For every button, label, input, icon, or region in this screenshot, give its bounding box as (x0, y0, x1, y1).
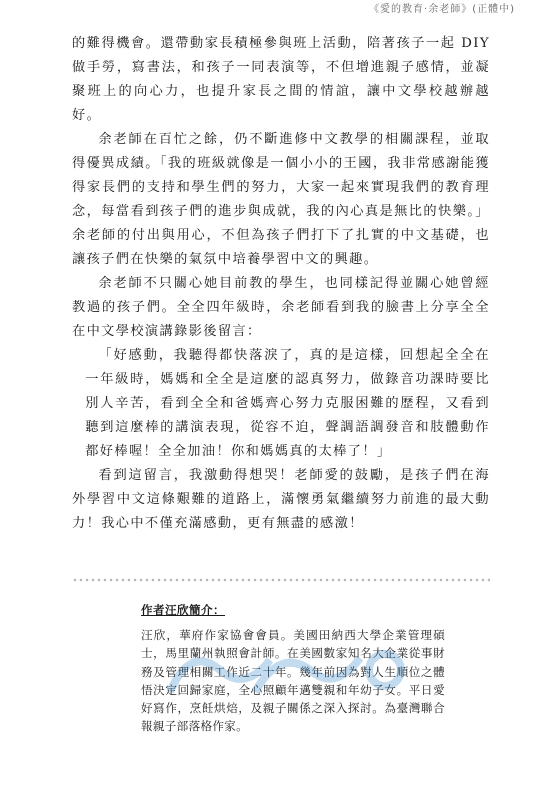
paragraph-2: 余老師在百忙之餘，仍不斷進修中文教學的相關課程，並取得優異成績。「我的班級就像是一個小小的王國，我非常感謝能獲得家長們的支持和學生們的努力，大家一起來實現我們的教育理念，每當看到孩子們的進步與成就，我的內心真是無比的快樂。」余老師的付出與用心，不但為孩子們打下了扎實的中文基礎，也讓孩子們在快樂的氣氛中培養學習中文的興趣。 (72, 132, 490, 267)
author-bio-text: 汪欣，華府作家協會會員。美國田納西大學企業管理碩士，馬里蘭州執照會計師。在美國數家知名大企業從事財務及管理相關工作近二十年。幾年前因為對人生順位之體悟決定回歸家庭，全心照顧年邁雙親和年幼子女。平日愛好寫作，烹飪烘焙，及親子關係之深入探討。為臺灣聯合報親子部落格作家。 (141, 628, 445, 734)
teacher-quote: 「好感動，我聽得都快落淚了，真的是這樣，回想起全全在一年級時，媽媽和全全是這麼的認真努力，做錄音功課時要比別人辛苦，看到全全和爸媽齊心努力克服困難的歷程，又看到聽到這麼棒的講演表現，從容不迫，聲調語調發音和肢體動作都好棒喔！全全加油！你和媽媽真的太棒了！」 (85, 348, 490, 459)
running-header: 《愛的教育‧余老師》(正體中) (369, 4, 515, 15)
paragraph-3: 余老師不只關心她目前教的學生，也同樣記得並關心她曾經教過的孩子們。全全四年級時，余老師看到我的臉書上分享全全在中文學校演講錄影後留言： (72, 276, 490, 339)
paragraph-4: 看到這留言，我激動得想哭！老師愛的鼓勵，是孩子們在海外學習中文這條艱難的道路上，滿懷勇氣繼續努力前進的最大動力！我心中不僅充滿感動，更有無盡的感激！ (72, 468, 490, 531)
article-body (72, 32, 490, 536)
section-divider (72, 577, 490, 583)
author-bio-title: 作者汪欣簡介： (141, 603, 225, 617)
paragraph-1: 的難得機會。還帶動家長積極參與班上活動，陪著孩子一起 DIY 做手勞，寫書法，和孩子一同表演等，不但增進親子感情，並凝聚班上的向心力，也提升家長之間的情誼，讓中文學校越辦越好。 (72, 36, 490, 123)
